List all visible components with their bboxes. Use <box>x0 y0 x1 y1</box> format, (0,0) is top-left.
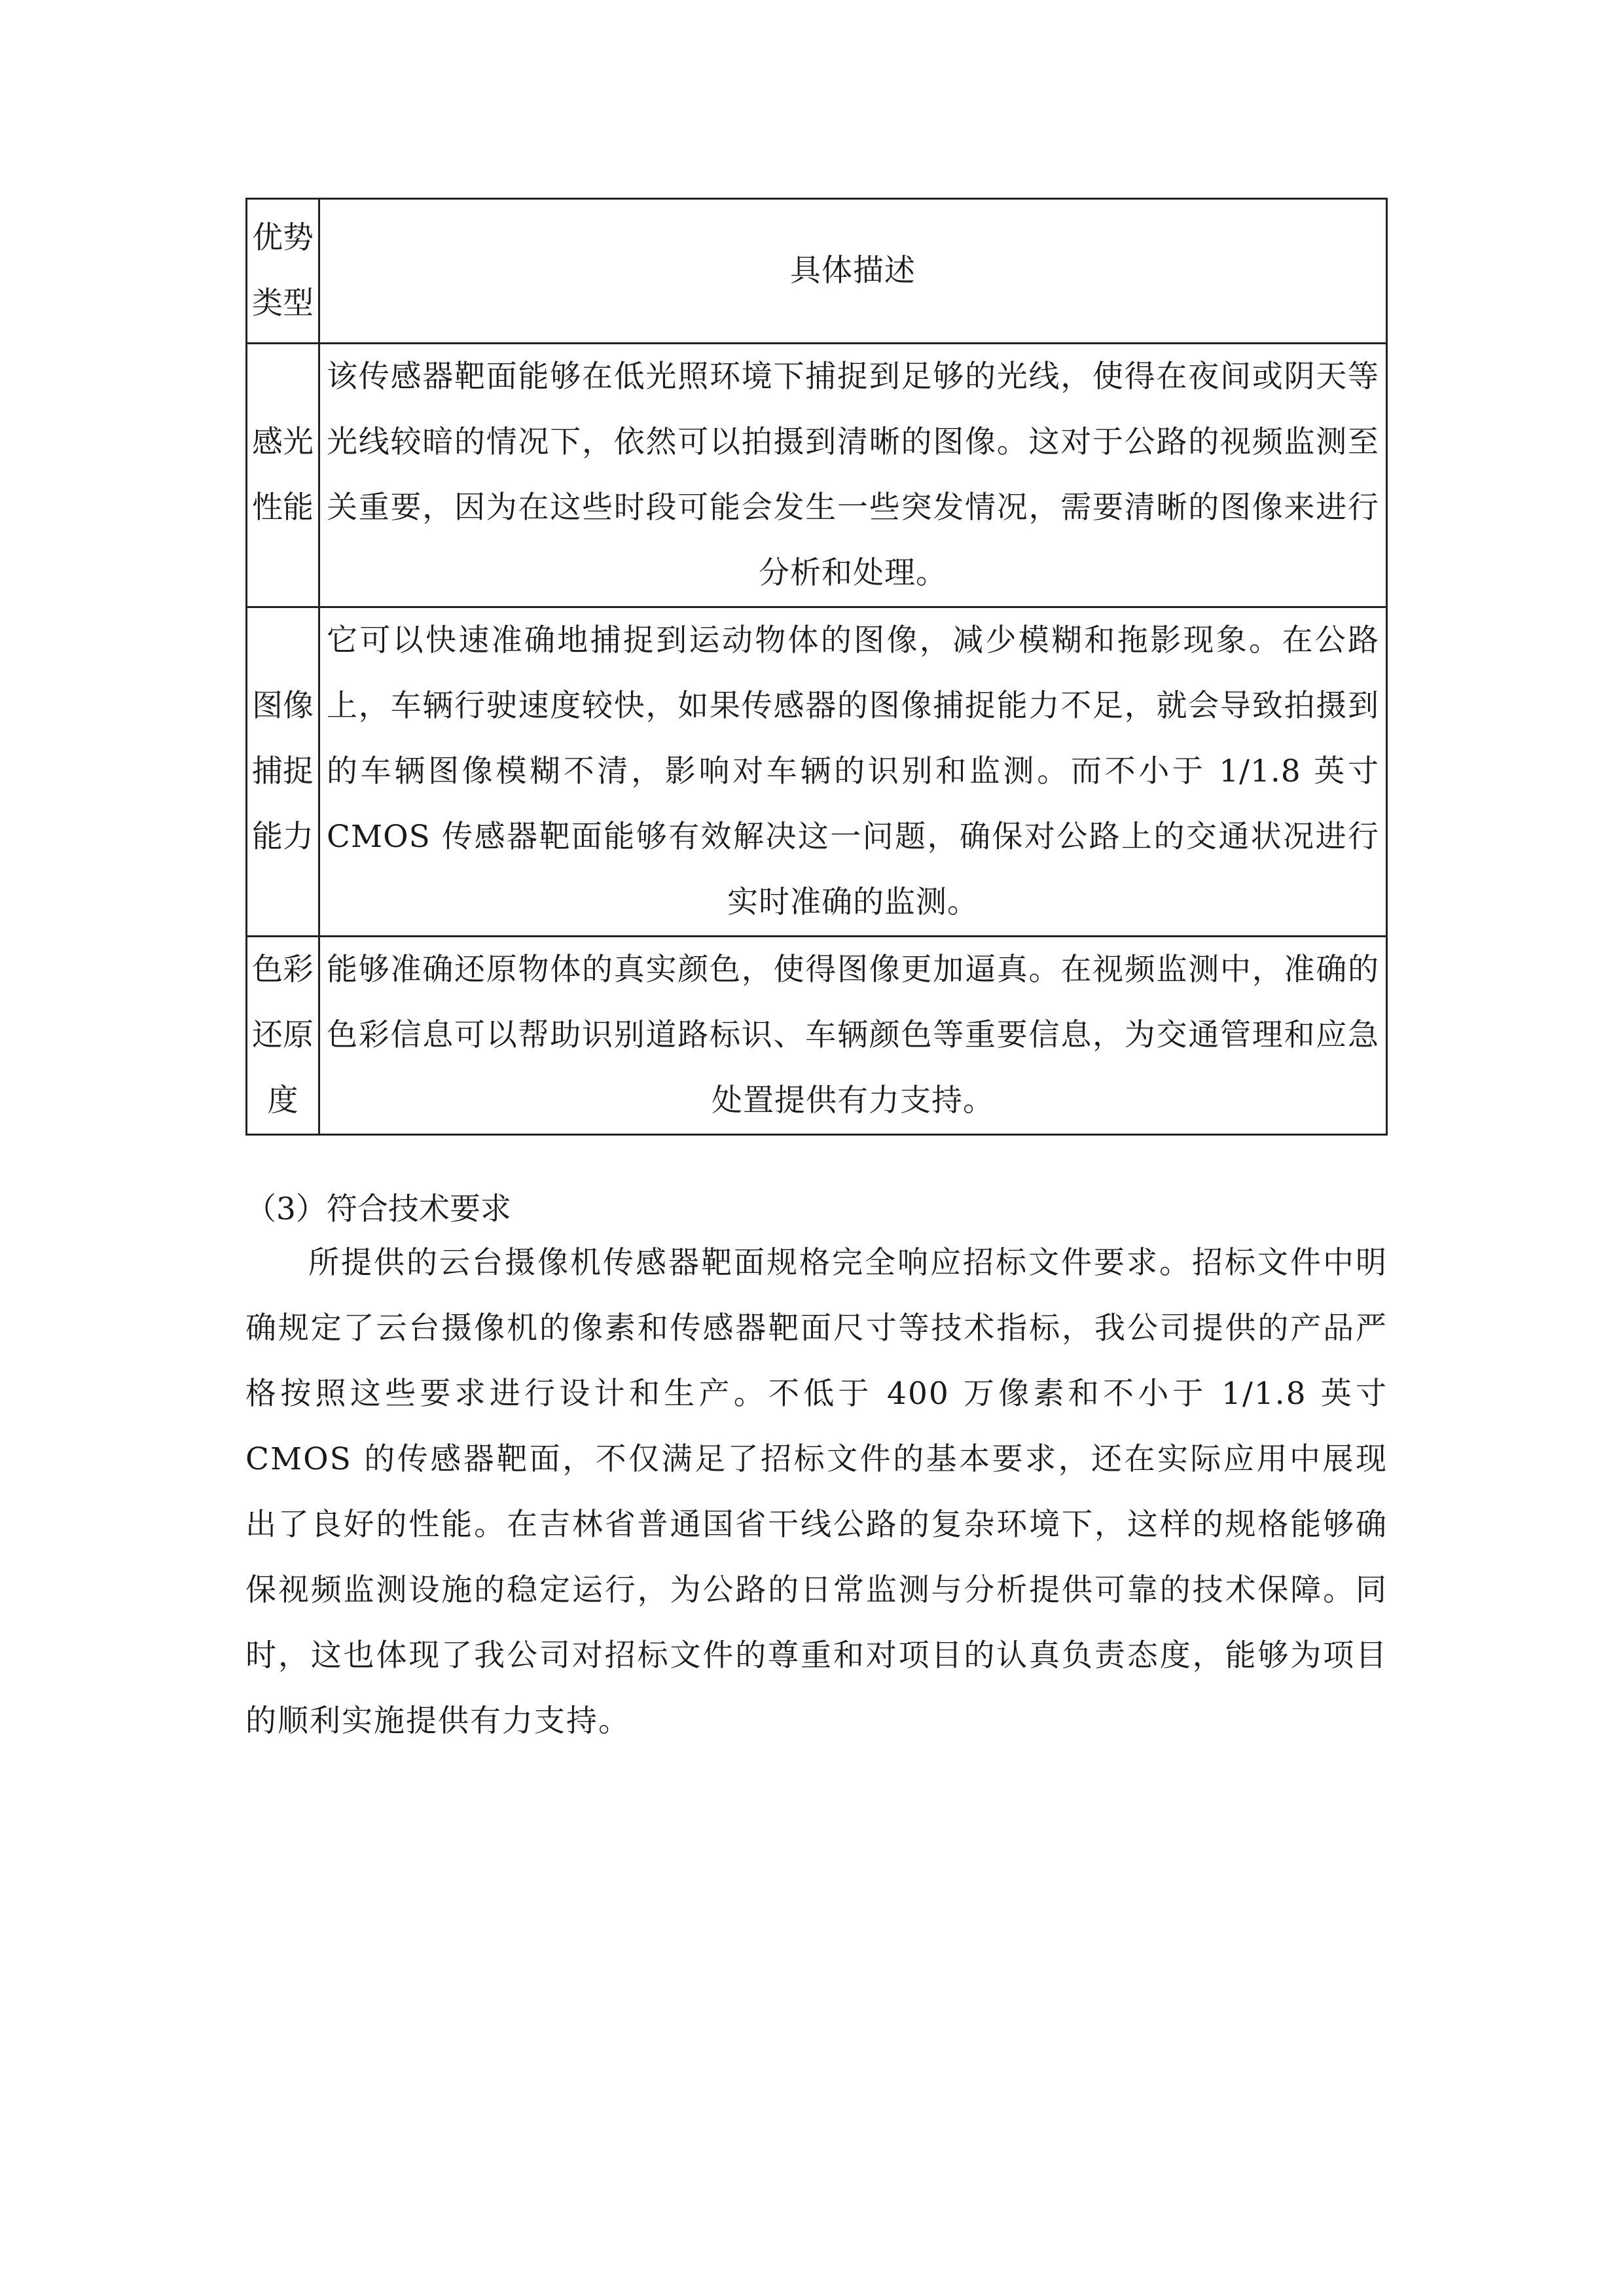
row-desc-cell: 该传感器靶面能够在低光照环境下捕捉到足够的光线，使得在夜间或阴天等光线较暗的情况下，依然可以拍摄到清晰的图像。这对于公路的视频监测至关重要，因为在这些时段可能会发生一些突发情况，需要清晰的图像来进行分析和处理。 <box>319 344 1387 607</box>
table-header-row <box>247 199 1387 344</box>
row-type-cell <box>247 607 319 937</box>
table-row <box>247 937 1387 1135</box>
body-paragraph: 所提供的云台摄像机传感器靶面规格完全响应招标文件要求。招标文件中明确规定了云台摄像机的像素和传感器靶面尺寸等技术指标，我公司提供的产品严格按照这些要求进行设计和生产。不低于 400 万像素和不小于 1/1.8 英寸 CMOS 的传感器靶面，不仅满足了招标文件的基本要求，还在实际应用中展现出了良好的性能。在吉林省普通国省干线公路的复杂环境下，这样的规格能够确保视频监测设施的稳定运行，为公路的日常监测与分析提供可靠的技术保障。同时，这也体现了我公司对招标文件的尊重和对项目的认真负责态度，能够为项目的顺利实施提供有力支持。 <box>245 1245 1388 1739</box>
row-type-cell <box>247 937 319 1135</box>
header-type-label: 优势类型 <box>252 220 314 321</box>
header-desc-cell <box>319 199 1387 344</box>
header-type-cell <box>247 199 319 344</box>
table-row <box>247 344 1387 607</box>
row-desc-cell: 能够准确还原物体的真实颜色，使得图像更加逼真。在视频监测中，准确的色彩信息可以帮助识别道路标识、车辆颜色等重要信息，为交通管理和应急处置提供有力支持。 <box>319 937 1387 1135</box>
table-row <box>247 607 1387 937</box>
advantages-table <box>245 198 1388 1136</box>
header-desc-label: 具体描述 <box>790 253 916 289</box>
row-type-label: 色彩还原度 <box>252 952 314 1119</box>
section-heading: （3）符合技术要求 <box>245 1191 511 1227</box>
row-desc-cell: 它可以快速准确地捕捉到运动物体的图像，减少模糊和拖影现象。在公路上，车辆行驶速度较快，如果传感器的图像捕捉能力不足，就会导致拍摄到的车辆图像模糊不清，影响对车辆的识别和监测。而不小于 1/1.8 英寸 CMOS 传感器靶面能够有效解决这一问题，确保对公路上的交通状况进行实时准确的监测。 <box>319 607 1387 937</box>
row-type-label: 图像捕捉能力 <box>252 688 314 855</box>
row-type-cell <box>247 344 319 607</box>
row-type-label: 感光性能 <box>252 424 314 526</box>
